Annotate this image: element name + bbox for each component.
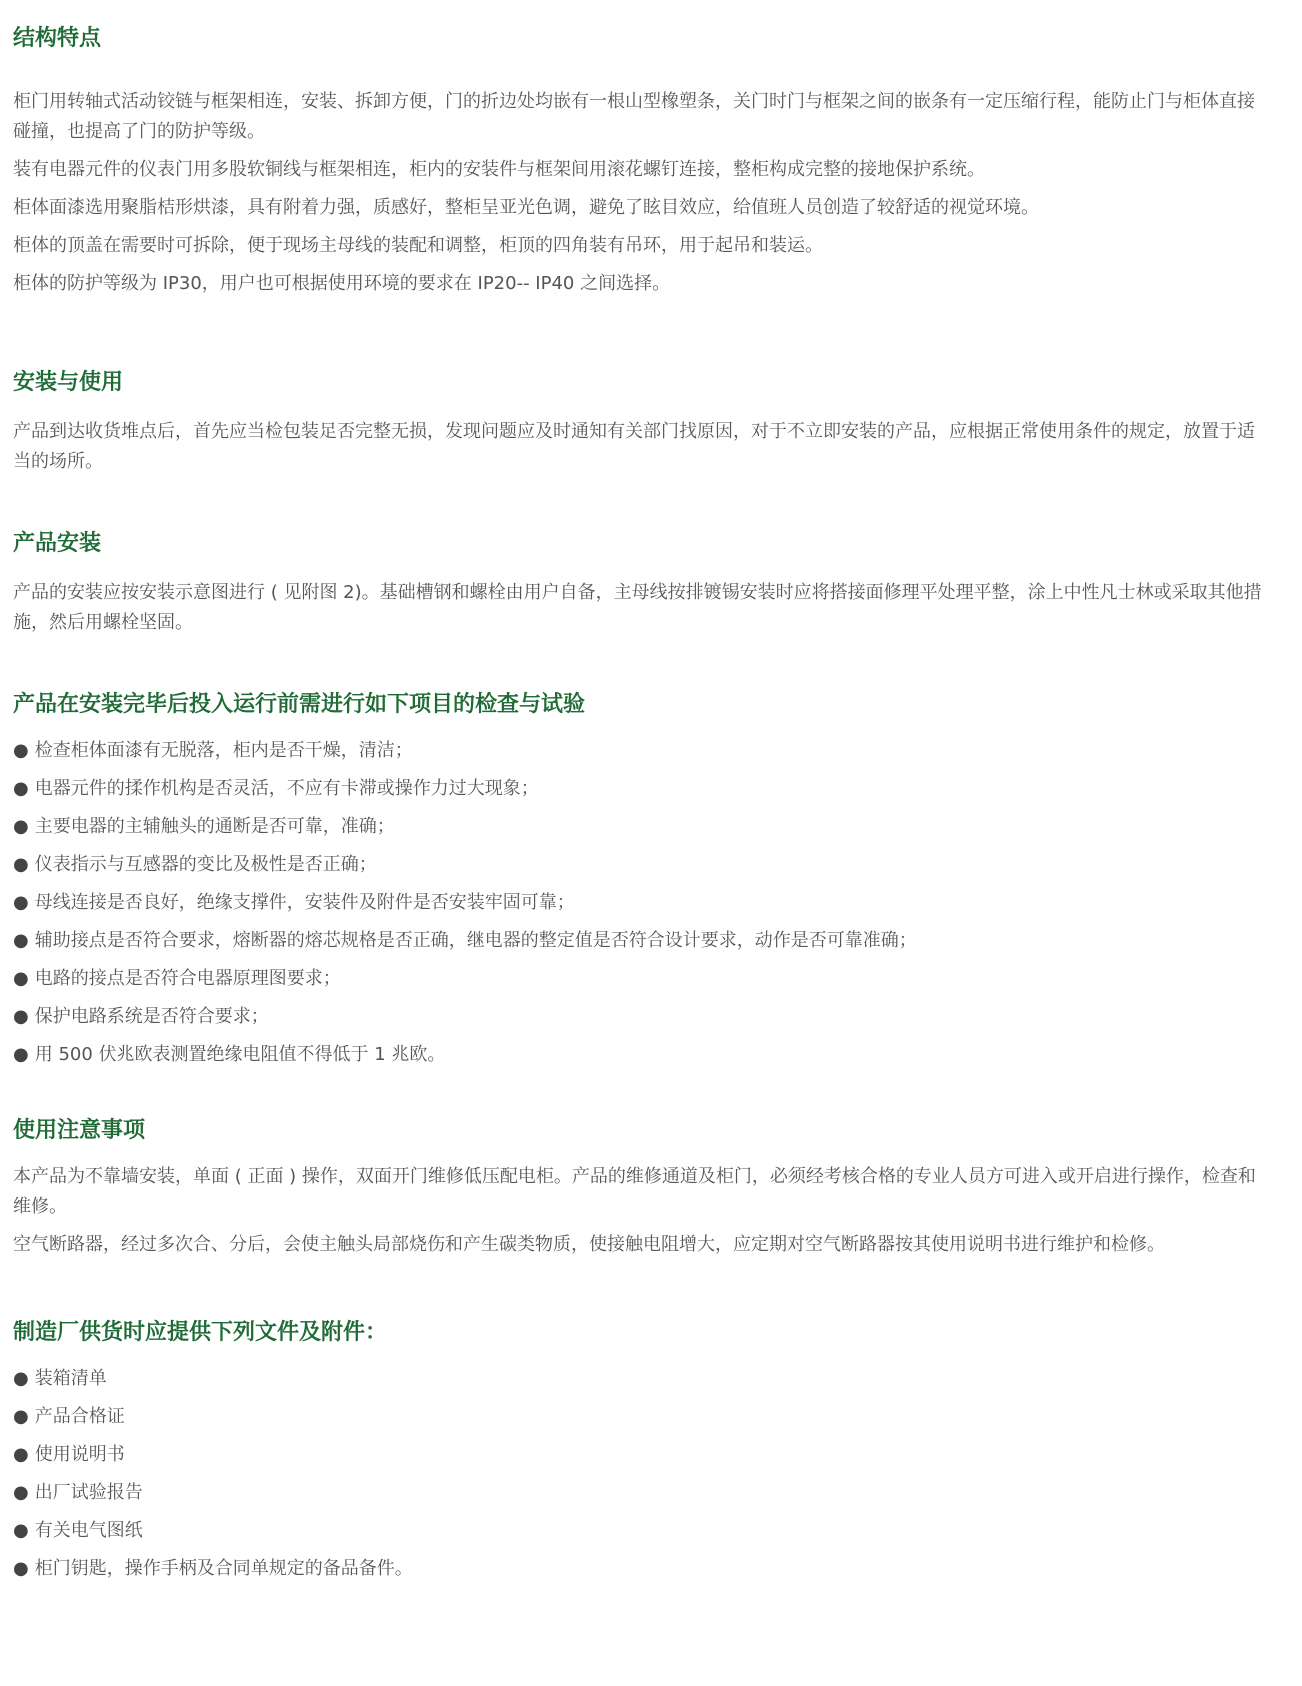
bullet-icon: ● <box>13 778 29 799</box>
bullet-icon: ● <box>13 968 29 989</box>
bullet-icon: ● <box>13 1368 29 1389</box>
list-item <box>13 850 1266 880</box>
paragraph: 产品到达收货堆点后，首先应当检包装足否完整无损，发现问题应及时通知有关部门找原因，对于不立即安装的产品，应根据正常使用条件的规定，放置于适当的场所。 <box>13 421 1255 472</box>
list-item-text: 使用说明书 <box>34 1444 125 1465</box>
list-item-text: 用 500 伏兆欧表测置绝缘电阻值不得低于 1 兆欧。 <box>34 1044 446 1065</box>
bullet-icon: ● <box>13 854 29 875</box>
bullet-icon: ● <box>13 1558 29 1579</box>
paragraph: 本产品为不靠墙安装，单面 ( 正面 ) 操作，双面开门维修低压配电柜。产品的维修通道及柜门，必须经考核合格的专业人员方可进入或开启进行操作，检查和维修。 <box>13 1166 1256 1217</box>
list-item <box>13 1516 1266 1546</box>
section-heading: 安装与使用 <box>13 370 124 395</box>
section-pre-operation-checks <box>13 638 1266 1070</box>
bullet-icon: ● <box>13 1044 29 1065</box>
bullet-icon: ● <box>13 1406 29 1427</box>
list-item-text: 产品合格证 <box>34 1406 125 1427</box>
bullet-icon: ● <box>13 740 29 761</box>
paragraph: 柜体的防护等级为 IP30，用户也可根据使用环境的要求在 IP20-- IP40 之间选择。 <box>13 273 671 294</box>
section-heading: 使用注意事项 <box>13 1118 146 1143</box>
list-item-text: 有关电气图纸 <box>34 1520 143 1541</box>
section-heading: 制造厂供货时应提供下列文件及附件： <box>13 1320 388 1345</box>
bullet-icon: ● <box>13 930 29 951</box>
section-heading: 结构特点 <box>13 26 102 51</box>
list-item-text: 主要电器的主辅触头的通断是否可靠，准确； <box>34 816 395 837</box>
section-installation-and-use <box>13 299 1266 477</box>
section-usage-precautions <box>13 1078 1266 1260</box>
list-item-text: 出厂试验报告 <box>34 1482 143 1503</box>
paragraph: 空气断路器，经过多次合、分后，会使主触头局部烧伤和产生碳类物质，使接触电阻增大，应定期对空气断路器按其使用说明书进行维护和检修。 <box>13 1234 1165 1255</box>
section-supplied-documents <box>13 1260 1266 1584</box>
paragraph: 装有电器元件的仪表门用多股软铜线与框架相连，柜内的安装件与框架间用滚花螺钉连接，整柜构成完整的接地保护系统。 <box>13 159 985 180</box>
list-item-text: 仪表指示与互感器的变比及极性是否正确； <box>34 854 377 875</box>
list-item <box>13 1364 1266 1394</box>
section-structure-features <box>13 0 1266 299</box>
list-item <box>13 926 1266 956</box>
supplied-documents-list <box>13 1364 1266 1584</box>
bullet-icon: ● <box>13 1482 29 1503</box>
section-heading: 产品安装 <box>13 531 102 556</box>
list-item <box>13 812 1266 842</box>
list-item-text: 电器元件的揉作机构是否灵活，不应有卡滞或操作力过大现象； <box>34 778 539 799</box>
bullet-icon: ● <box>13 1520 29 1541</box>
list-item <box>13 1402 1266 1432</box>
list-item-text: 辅助接点是否符合要求，熔断器的熔芯规格是否正确，继电器的整定值是否符合设计要求，动作是否可靠准确； <box>34 930 917 951</box>
list-item <box>13 774 1266 804</box>
paragraph: 柜体的顶盖在需要时可拆除，便于现场主母线的装配和调整，柜顶的四角装有吊环，用于起吊和装运。 <box>13 235 823 256</box>
list-item <box>13 736 1266 766</box>
section-heading: 产品在安装完毕后投入运行前需进行如下项目的检查与试验 <box>13 692 586 717</box>
list-item <box>13 1478 1266 1508</box>
list-item-text: 母线连接是否良好，绝缘支撑件，安装件及附件是否安装牢固可靠； <box>34 892 575 913</box>
paragraph: 产品的安装应按安装示意图进行 ( 见附图 2)。基础槽钢和螺栓由用户自备，主母线按排镀锡安装时应将搭接面修理平处理平整，涂上中性凡士林或采取其他措施，然后用螺栓坚固。 <box>13 582 1262 633</box>
check-list <box>13 736 1266 1070</box>
list-item-text: 柜门钥匙，操作手柄及合同单规定的备品备件。 <box>34 1558 413 1579</box>
list-item <box>13 1040 1266 1070</box>
list-item <box>13 1440 1266 1470</box>
list-item <box>13 1002 1266 1032</box>
section-product-installation <box>13 477 1266 638</box>
list-item <box>13 1554 1266 1584</box>
list-item-text: 电路的接点是否符合电器原理图要求； <box>34 968 341 989</box>
paragraph: 柜门用转轴式活动铰链与框架相连，安装、拆卸方便，门的折边处均嵌有一根山型橡塑条，关门时门与框架之间的嵌条有一定压缩行程，能防止门与柜体直接碰撞，也提高了门的防护等级。 <box>13 91 1255 142</box>
list-item <box>13 888 1266 918</box>
list-item <box>13 964 1266 994</box>
bullet-icon: ● <box>13 816 29 837</box>
bullet-icon: ● <box>13 1006 29 1027</box>
bullet-icon: ● <box>13 1444 29 1465</box>
bullet-icon: ● <box>13 892 29 913</box>
list-item-text: 保护电路系统是否符合要求； <box>34 1006 269 1027</box>
list-item-text: 检查柜体面漆有无脱落，柜内是否干燥，清洁； <box>34 740 413 761</box>
paragraph: 柜体面漆选用聚脂桔形烘漆，具有附着力强，质感好，整柜呈亚光色调，避免了眩目效应，给值班人员创造了较舒适的视觉环境。 <box>13 197 1039 218</box>
list-item-text: 装箱清单 <box>34 1368 107 1389</box>
